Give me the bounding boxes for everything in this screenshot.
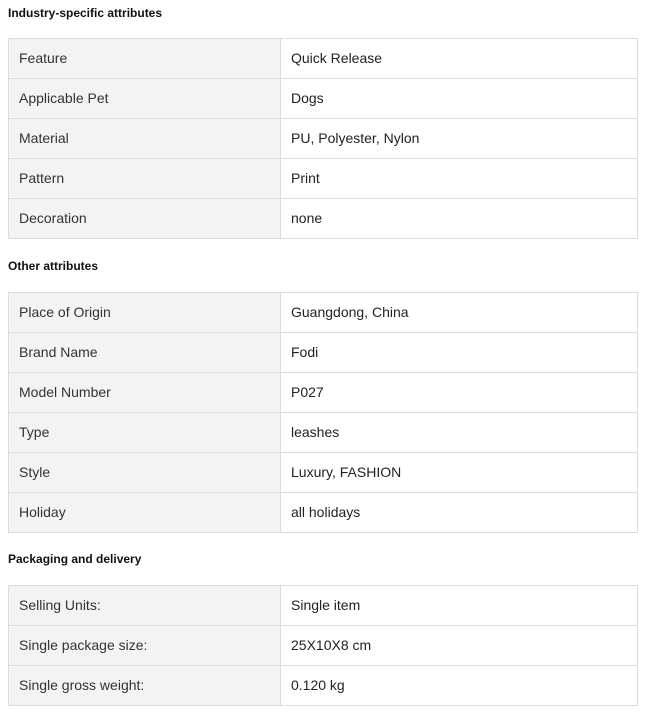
table-row [9, 333, 638, 373]
table-row [9, 293, 638, 333]
table-row [9, 119, 638, 159]
attribute-value: Single item [281, 586, 638, 626]
attribute-key: Single gross weight: [9, 666, 281, 706]
attribute-key: Place of Origin [9, 293, 281, 333]
attribute-value: P027 [281, 373, 638, 413]
table-row [9, 39, 638, 79]
attribute-value: leashes [281, 413, 638, 453]
attribute-value: all holidays [281, 493, 638, 533]
section-title-industry-specific: Industry-specific attributes [8, 6, 163, 20]
table-row [9, 586, 638, 626]
section-title-packaging-delivery: Packaging and delivery [8, 552, 142, 566]
attribute-key: Model Number [9, 373, 281, 413]
table-row [9, 453, 638, 493]
table-row [9, 626, 638, 666]
table-row [9, 373, 638, 413]
attribute-key: Material [9, 119, 281, 159]
attribute-key: Feature [9, 39, 281, 79]
table-row [9, 199, 638, 239]
table-row [9, 493, 638, 533]
attribute-key: Selling Units: [9, 586, 281, 626]
attribute-value: Dogs [281, 79, 638, 119]
attribute-value: Quick Release [281, 39, 638, 79]
attribute-value: PU, Polyester, Nylon [281, 119, 638, 159]
other-attributes-table [8, 292, 638, 533]
attribute-key: Pattern [9, 159, 281, 199]
attribute-key: Decoration [9, 199, 281, 239]
attribute-value: Luxury, FASHION [281, 453, 638, 493]
attribute-key: Single package size: [9, 626, 281, 666]
attribute-value: Guangdong, China [281, 293, 638, 333]
industry-attributes-table [8, 38, 638, 239]
table-row [9, 79, 638, 119]
attribute-value: Fodi [281, 333, 638, 373]
table-row [9, 666, 638, 706]
attribute-value: Print [281, 159, 638, 199]
attribute-key: Type [9, 413, 281, 453]
attribute-value: 0.120 kg [281, 666, 638, 706]
table-row [9, 159, 638, 199]
attribute-key: Brand Name [9, 333, 281, 373]
attribute-key: Holiday [9, 493, 281, 533]
attribute-value: 25X10X8 cm [281, 626, 638, 666]
section-title-other-attributes: Other attributes [8, 259, 99, 273]
attribute-key: Applicable Pet [9, 79, 281, 119]
table-row [9, 413, 638, 453]
attribute-value: none [281, 199, 638, 239]
attribute-key: Style [9, 453, 281, 493]
packaging-delivery-table [8, 585, 638, 706]
